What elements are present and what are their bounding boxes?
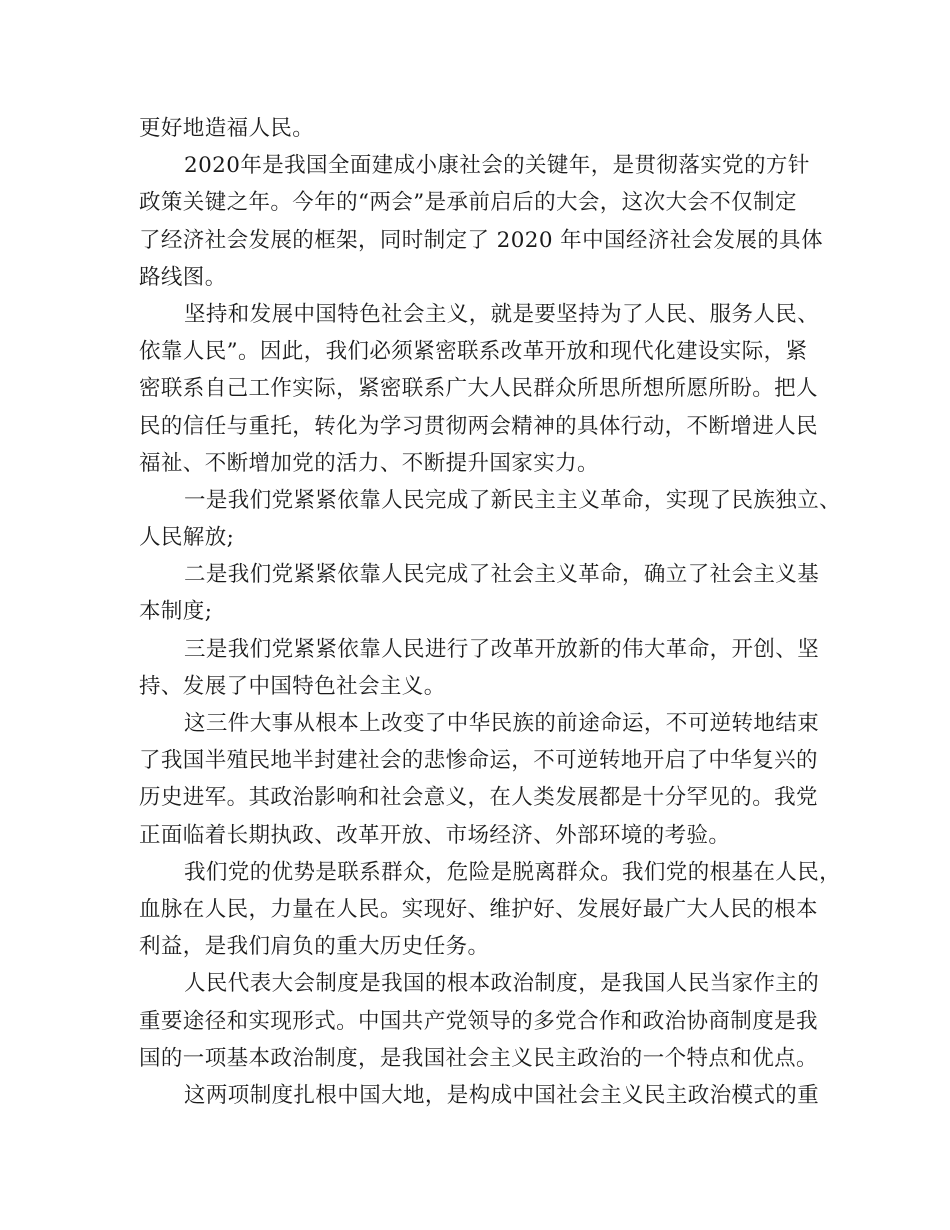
text-line: 正面临着长期执政、改革开放、市场经济、外部环境的考验。 bbox=[139, 822, 731, 848]
text-line: 了我国半殖民地半封建社会的悲惨命运，不可逆转地开启了中华复兴的 bbox=[139, 748, 818, 774]
text-line: 持、发展了中国特色社会主义。 bbox=[139, 673, 446, 699]
text-line: 路线图。 bbox=[139, 264, 227, 290]
text-line: 历史进军。其政治影响和社会意义，在人类发展都是十分罕见的。我党 bbox=[139, 785, 818, 811]
paragraph-first-line: 一是我们党紧紧依靠人民完成了新民主主义革命，实现了民族独立、 bbox=[184, 487, 842, 513]
text-line: 本制度; bbox=[139, 599, 213, 625]
paragraph-first-line: 这两项制度扎根中国大地，是构成中国社会主义民主政治模式的重 bbox=[184, 1082, 820, 1108]
document-body bbox=[139, 110, 842, 1114]
text-line: 血脉在人民，力量在人民。实现好、维护好、发展好最广大人民的根本 bbox=[139, 896, 818, 922]
text-line: 了经济社会发展的框架，同时制定了 2020 年中国经济社会发展的具体 bbox=[139, 227, 823, 253]
paragraph-first-line: 三是我们党紧紧依靠人民进行了改革开放新的伟大革命，开创、坚 bbox=[184, 636, 820, 662]
text-line: 人民解放; bbox=[139, 525, 235, 551]
paragraph-first-line: 二是我们党紧紧依靠人民完成了社会主义革命，确立了社会主义基 bbox=[184, 562, 820, 588]
paragraph-first-line: 我们党的优势是联系群众，危险是脱离群众。我们党的根基在人民， bbox=[184, 859, 842, 885]
paragraph-first-line: 这三件大事从根本上改变了中华民族的前途命运，不可逆转地结束 bbox=[184, 711, 820, 736]
text-line: 福祉、不断增加党的活力、不断提升国家实力。 bbox=[139, 450, 599, 476]
text-line: 更好地造福人民。 bbox=[139, 116, 315, 141]
text-line: 依靠人民”。因此，我们必须紧密联系改革开放和现代化建设实际，紧 bbox=[139, 339, 808, 365]
paragraph-first-line: 坚持和发展中国特色社会主义，就是要坚持为了人民、服务人民、 bbox=[184, 301, 820, 327]
text-line: 政策关键之年。今年的“两会”是承前启后的大会，这次大会不仅制定 bbox=[139, 190, 797, 216]
text-line: 利益，是我们肩负的重大历史任务。 bbox=[139, 934, 490, 960]
paragraph-first-line: 2020年是我国全面建成小康社会的关键年，是贯彻落实党的方针 bbox=[184, 153, 810, 179]
text-line: 重要途径和实现形式。中国共产党领导的多党合作和政治协商制度是我 bbox=[139, 1008, 818, 1034]
text-line: 密联系自己工作实际，紧密联系广大人民群众所思所想所愿所盼。把人 bbox=[139, 376, 818, 402]
text-line: 国的一项基本政治制度，是我国社会主义民主政治的一个特点和优点。 bbox=[139, 1045, 818, 1071]
paragraph-first-line: 人民代表大会制度是我国的根本政治制度，是我国人民当家作主的 bbox=[184, 971, 820, 997]
text-line: 民的信任与重托，转化为学习贯彻两会精神的具体行动，不断增进人民 bbox=[139, 413, 818, 439]
